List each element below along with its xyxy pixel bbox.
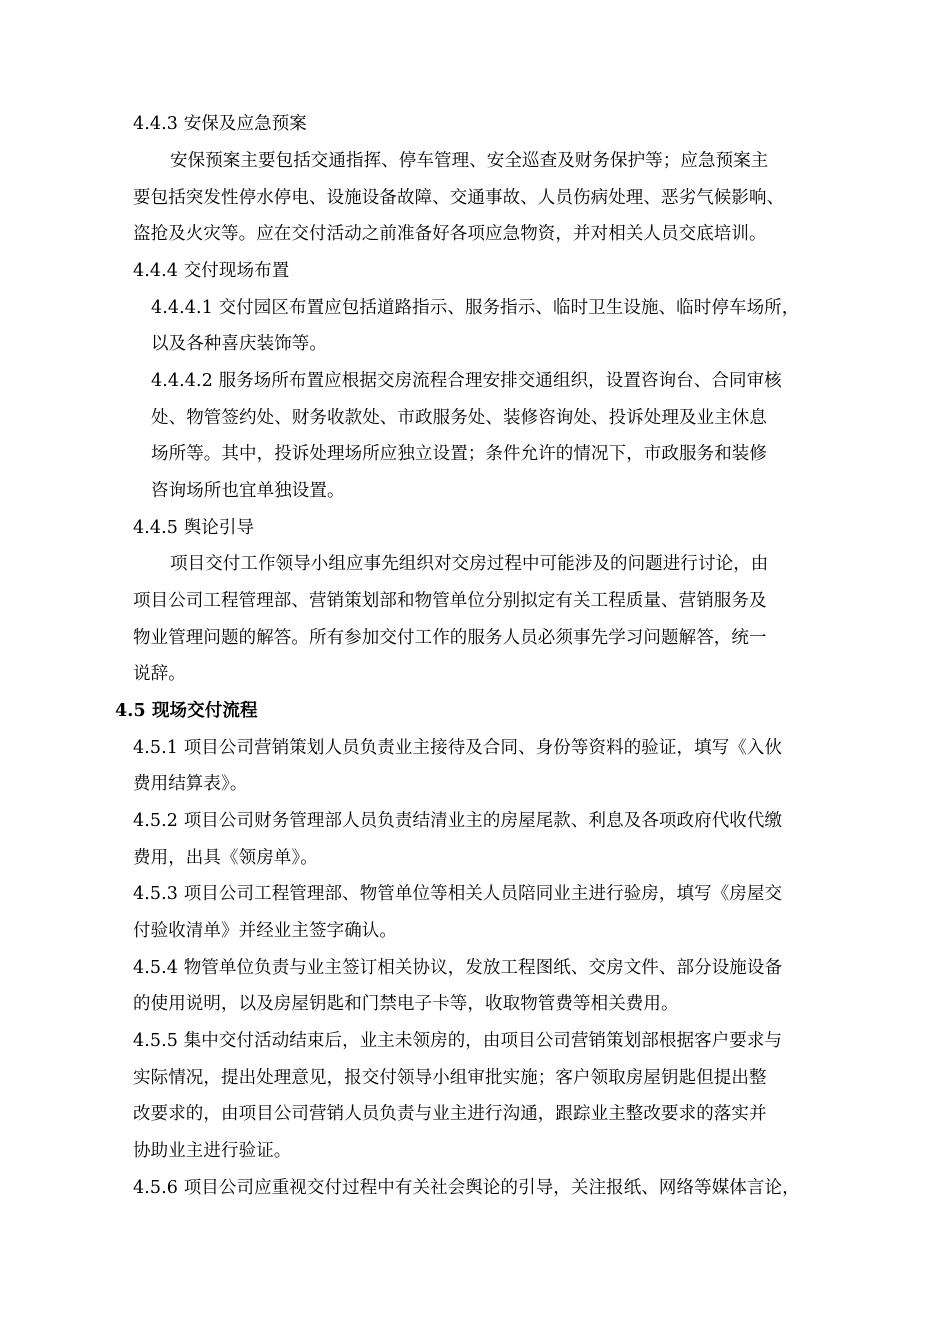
- paragraph-line: 4.5.2 项目公司财务管理部人员负责结清业主的房屋尾款、利息及各项政府代收代缴: [133, 811, 783, 831]
- paragraph-line: 物业管理问题的解答。所有参加交付工作的服务人员必须事先学习问题解答，统一: [133, 628, 767, 648]
- paragraph-line: 付验收清单》并经业主签字确认。: [133, 921, 397, 941]
- paragraph-line: 咨询场所也宜单独设置。: [151, 481, 345, 501]
- heading-4-4-5: 4.4.5 舆论引导: [133, 518, 255, 538]
- paragraph-line: 4.5.5 集中交付活动结束后，业主未领房的，由项目公司营销策划部根据客户要求与: [133, 1031, 783, 1051]
- paragraph-line: 4.4.4.1 交付园区布置应包括道路指示、服务指示、临时卫生设施、临时停车场所，: [151, 298, 800, 318]
- paragraph-line: 4.5.3 项目公司工程管理部、物管单位等相关人员陪同业主进行验房，填写《房屋交: [133, 884, 783, 904]
- paragraph-line: 4.5.1 项目公司营销策划人员负责业主接待及合同、身份等资料的验证，填写《入伙: [133, 738, 783, 758]
- paragraph-line: 费用，出具《领房单》。: [133, 848, 318, 868]
- paragraph-line: 处、物管签约处、财务收款处、市政服务处、装修咨询处、投诉处理及业主休息: [151, 408, 767, 428]
- heading-4-4-4: 4.4.4 交付现场布置: [133, 261, 290, 281]
- paragraph-line: 说辞。: [133, 664, 186, 684]
- paragraph-line: 实际情况，提出处理意见，报交付领导小组审批实施；客户领取房屋钥匙但提出整: [133, 1068, 767, 1088]
- paragraph-line: 费用结算表》。: [133, 774, 248, 794]
- paragraph-line: 4.5.4 物管单位负责与业主签订相关协议，发放工程图纸、交房文件、部分设施设备: [133, 958, 783, 978]
- paragraph-line: 场所等。其中，投诉处理场所应独立设置；条件允许的情况下，市政服务和装修: [151, 444, 767, 464]
- paragraph-line: 的使用说明，以及房屋钥匙和门禁电子卡等，收取物管费等相关费用。: [133, 994, 679, 1014]
- paragraph-line: 改要求的，由项目公司营销人员负责与业主进行沟通，跟踪业主整改要求的落实并: [133, 1104, 767, 1124]
- heading-4-5: 4.5 现场交付流程: [115, 701, 258, 721]
- paragraph-line: 4.4.4.2 服务场所布置应根据交房流程合理安排交通组织，设置咨询台、合同审核: [151, 371, 782, 391]
- paragraph-line: 协助业主进行验证。: [133, 1141, 292, 1161]
- heading-4-4-3: 4.4.3 安保及应急预案: [133, 114, 307, 134]
- paragraph-line: 以及各种喜庆装饰等。: [151, 334, 327, 354]
- paragraph-line: 要包括突发性停水停电、设施设备故障、交通事故、人员伤病处理、恶劣气候影响、: [133, 188, 785, 208]
- paragraph-line: 项目交付工作领导小组应事先组织对交房过程中可能涉及的问题进行讨论，由: [170, 554, 769, 574]
- paragraph-line: 项目公司工程管理部、营销策划部和物管单位分别拟定有关工程质量、营销服务及: [133, 591, 767, 611]
- paragraph-line: 4.5.6 项目公司应重视交付过程中有关社会舆论的引导，关注报纸、网络等媒体言论，: [133, 1178, 800, 1198]
- paragraph-line: 盗抢及火灾等。应在交付活动之前准备好各项应急物资，并对相关人员交底培训。: [133, 224, 767, 244]
- paragraph-line: 安保预案主要包括交通指挥、停车管理、安全巡查及财务保护等；应急预案主: [170, 151, 769, 171]
